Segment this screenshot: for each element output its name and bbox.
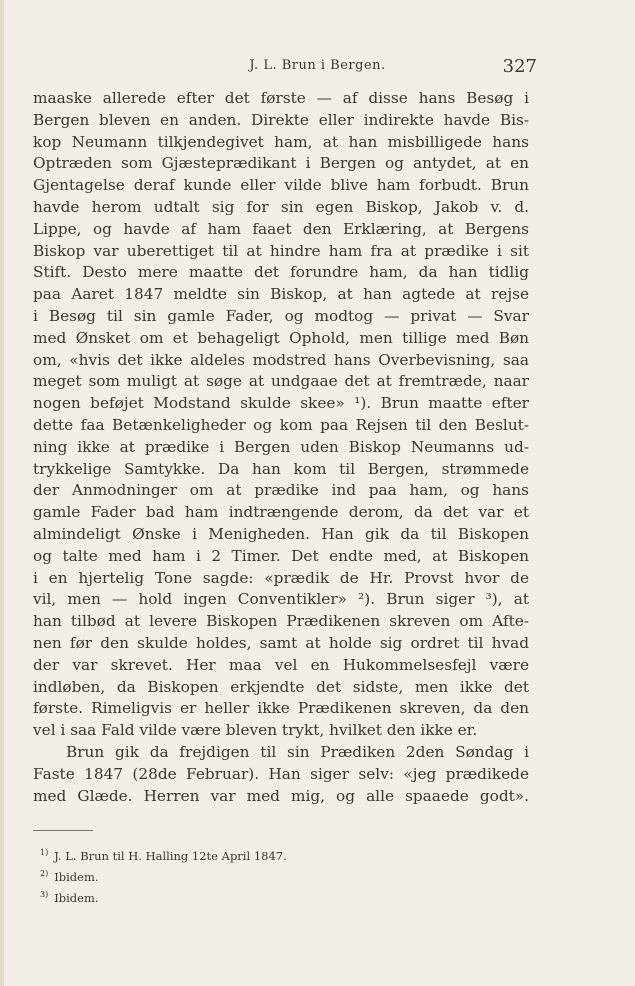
text-line: Optræden som Gjæsteprædikant i Bergen og antydet, at en — [33, 154, 529, 173]
text-line: Gjentagelse deraf kunde eller vilde blive ham forbudt. Brun — [33, 176, 529, 195]
text-line: Bergen bleven en anden. Direkte eller indirekte havde Bis- — [33, 110, 529, 129]
text-line: og talte med ham i 2 Timer. Det endte med, at Biskopen — [33, 546, 529, 565]
footnote-text: Ibidem. — [54, 890, 99, 905]
text-line: med Ønsket om et behageligt Ophold, men tillige med Bøn — [33, 328, 529, 347]
text-line: Stift. Desto mere maatte det forundre ham, da han tidlig — [33, 263, 529, 282]
text-line: første. Rimeligvis er heller ikke Prædikenen skreven, da den — [33, 699, 529, 718]
text-line: paa Aaret 1847 meldte sin Biskop, at han agtede at rejse — [33, 285, 529, 304]
text-line: ning ikke at prædike i Bergen uden Biskop Neumanns ud- — [33, 437, 529, 456]
text-line: dette faa Betænkeligheder og kom paa Rejsen til den Beslut- — [33, 415, 529, 434]
footnote-mark: 2) — [40, 869, 49, 878]
text-line: Faste 1847 (28de Februar). Han siger selv: «jeg prædikede — [33, 764, 529, 783]
footnote-text: J. L. Brun til H. Halling 12te April 1847. — [54, 848, 287, 863]
footnote-mark: 1) — [40, 848, 49, 857]
text-line: han tilbød at levere Biskopen Prædikenen skreven om Afte- — [33, 612, 529, 631]
footnote-text: Ibidem. — [54, 869, 99, 884]
text-line: indløben, da Biskopen erkjendte det sidste, men ikke det — [33, 677, 529, 696]
footnote-mark: 3) — [40, 890, 49, 899]
body-text — [33, 88, 529, 807]
text-line: nogen beføjet Modstand skulde skee» ¹). Brun maatte efter — [33, 394, 529, 413]
running-head: J. L. Brun i Bergen. — [249, 58, 386, 73]
text-line: i en hjertelig Tone sagde: «prædik de Hr. Provst hvor de — [33, 568, 529, 587]
text-line: i Besøg til sin gamle Fader, og modtog — privat — Svar — [33, 306, 529, 325]
text-line: om, «hvis det ikke aldeles modstred hans Overbevisning, saa — [33, 350, 529, 369]
text-line: vel i saa Fald vilde være bleven trykt, hvilket den ikke er. — [33, 721, 478, 740]
text-line: havde herom udtalt sig for sin egen Biskop, Jakob v. d. — [33, 197, 529, 216]
text-line: med Glæde. Herren var med mig, og alle spaaede godt». — [33, 786, 529, 805]
footnote — [40, 842, 287, 863]
text-line: meget som muligt at søge at undgaae det at fremtræde, naar — [33, 372, 529, 391]
text-line: maaske allerede efter det første — af disse hans Besøg i — [33, 89, 529, 107]
footnote — [40, 884, 287, 905]
footnotes — [40, 842, 287, 905]
text-line: kop Neumann tilkjendegivet ham, at han misbilligede hans — [33, 132, 529, 151]
text-line: gamle Fader bad ham indtrængende derom, da det var et — [33, 503, 529, 522]
text-line: vil, men — hold ingen Conventikler» ²). Brun siger ³), at — [33, 590, 529, 609]
text-line: Lippe, og havde af ham faaet den Erklæring, at Bergens — [33, 219, 529, 238]
footnote — [40, 863, 287, 884]
page-number: 327 — [502, 56, 537, 77]
text-line: Brun gik da frejdigen til sin Prædiken 2den Søndag i — [66, 742, 529, 761]
text-line: Biskop var uberettiget til at hindre ham fra at prædike i sit — [33, 241, 529, 260]
text-line: der var skrevet. Her maa vel en Hukommelsesfejl være — [33, 655, 529, 674]
footnote-separator — [33, 830, 93, 831]
text-line: nen før den skulde holdes, samt at holde sig ordret til hvad — [33, 633, 529, 652]
page-edge — [0, 0, 4, 986]
text-line: almindeligt Ønske i Menigheden. Han gik da til Biskopen — [33, 524, 529, 543]
text-line: trykkelige Samtykke. Da han kom til Bergen, strømmede — [33, 459, 529, 478]
text-line: der Anmodninger om at prædike ind paa ham, og hans — [33, 481, 529, 500]
